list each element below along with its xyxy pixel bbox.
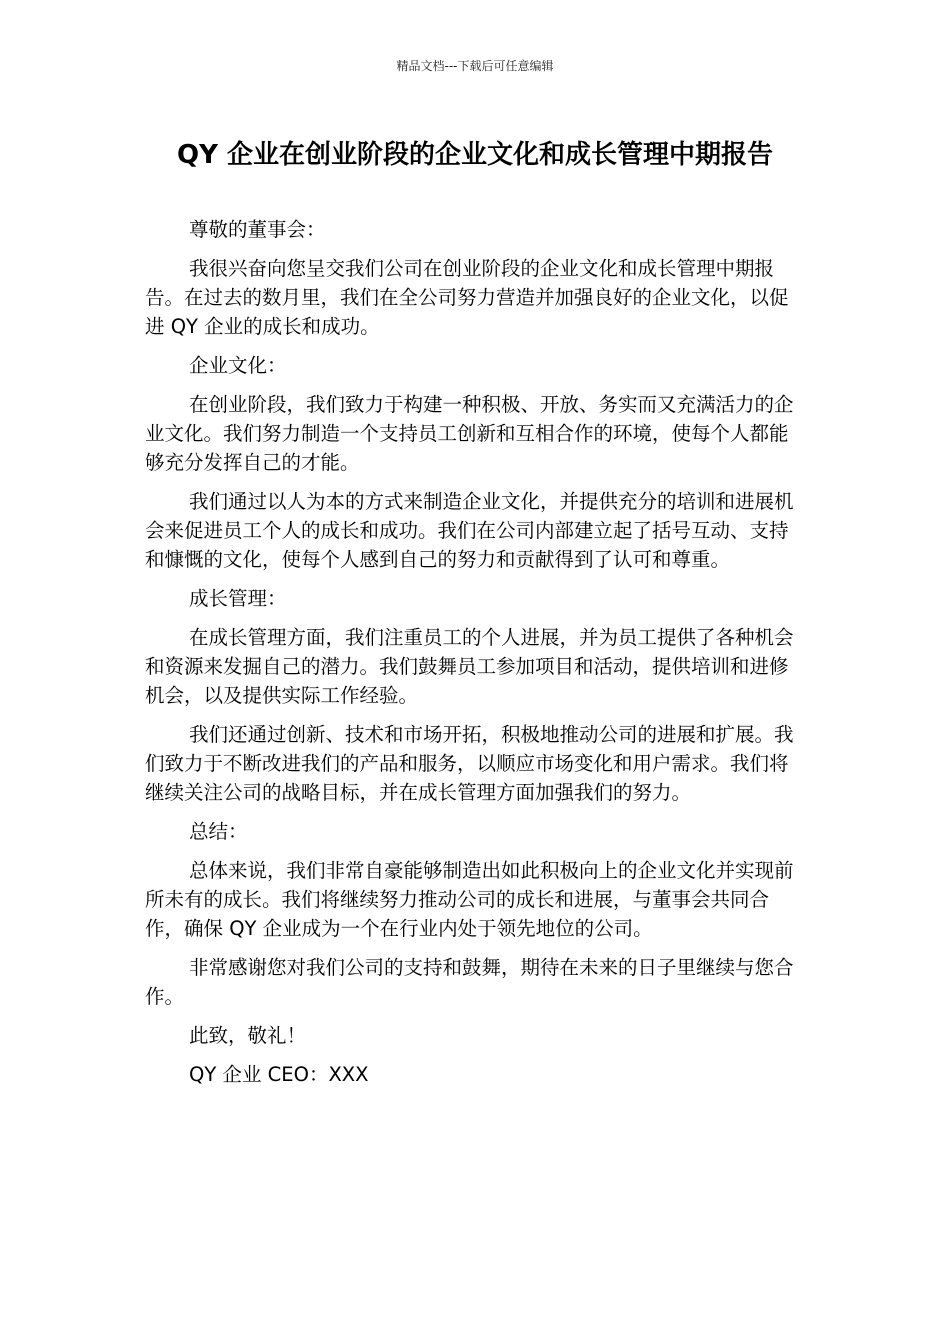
summary-paragraph: 总体来说，我们非常自豪能够制造出如此积极向上的企业文化并实现前所未有的成长。我们将继续努力推动公司的成长和进展，与董事会共同合作，确保 QY 企业成为一个在行业内处于领先地位的公司。 [145, 859, 794, 940]
culture-paragraph-1: 在创业阶段，我们致力于构建一种积极、开放、务实而又充满活力的企业文化。我们努力制造一个支持员工创新和互相合作的环境，使每个人都能够充分发挥自己的才能。 [145, 393, 794, 474]
growth-paragraph-2: 我们还通过创新、技术和市场开拓，积极地推动公司的进展和扩展。我们致力于不断改进我们的产品和服务，以顺应市场变化和用户需求。我们将继续关注公司的战略目标，并在成长管理方面加强我们的努力。 [145, 723, 794, 804]
page-header-note: 精品文档---下载后可任意编辑 [396, 59, 554, 73]
signature-line: QY 企业 CEO：XXX [189, 1063, 369, 1086]
section-heading-culture: 企业文化： [189, 354, 287, 377]
culture-paragraph-2: 我们通过以人为本的方式来制造企业文化，并提供充分的培训和进展机会来促进员工个人的成长和成功。我们在公司内部建立起了括号互动、支持和慷慨的文化，使每个人感到自己的努力和贡献得到了认可和尊重。 [145, 490, 794, 571]
closing-line: 此致，敬礼！ [189, 1024, 307, 1047]
intro-paragraph: 我很兴奋向您呈交我们公司在创业阶段的企业文化和成长管理中期报告。在过去的数月里，我们在全公司努力营造并加强良好的企业文化，以促进 QY 企业的成长和成功。 [145, 257, 789, 338]
section-heading-growth: 成长管理： [189, 587, 287, 610]
document-title: QY 企业在创业阶段的企业文化和成长管理中期报告 [177, 140, 773, 170]
document-body [145, 215, 795, 1099]
salutation: 尊敬的董事会： [189, 218, 326, 241]
thanks-paragraph: 非常感谢您对我们公司的支持和鼓舞，期待在未来的日子里继续与您合作。 [145, 956, 794, 1008]
section-heading-summary: 总结： [189, 820, 248, 843]
growth-paragraph-1: 在成长管理方面，我们注重员工的个人进展，并为员工提供了各种机会和资源来发掘自己的潜力。我们鼓舞员工参加项目和活动，提供培训和进修机会，以及提供实际工作经验。 [145, 626, 794, 707]
